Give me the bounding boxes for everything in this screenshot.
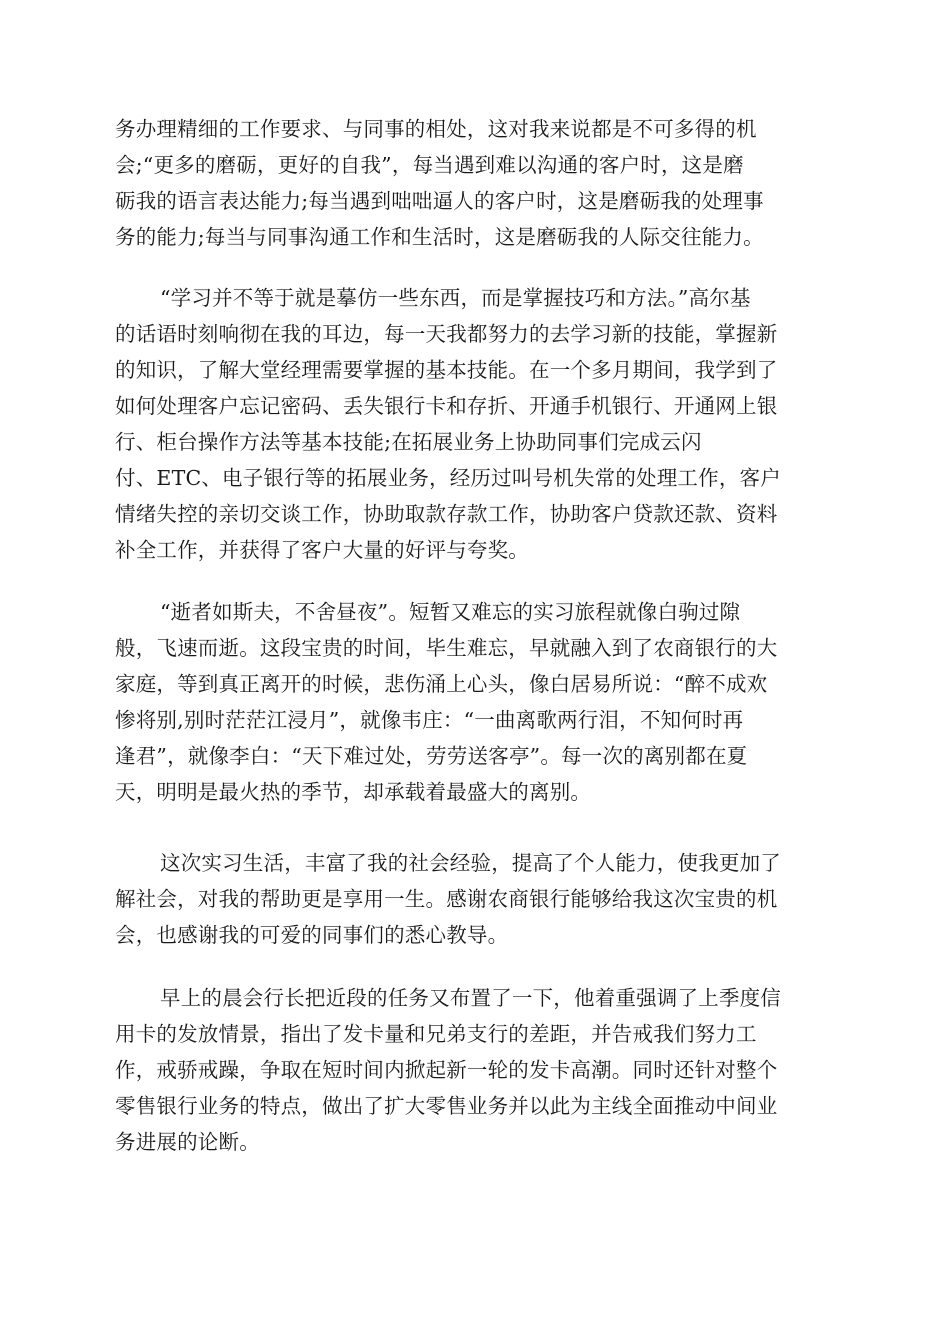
text-line: 惨将别,别时茫茫江浸月”，就像韦庄：“一曲离歌两行泪，不知何时再	[115, 708, 744, 732]
text-line: 情绪失控的亲切交谈工作，协助取款存款工作，协助客户贷款还款、资料	[115, 502, 778, 526]
text-line: 付、ETC、电子银行等的拓展业务，经历过叫号机失常的处理工作，客户	[115, 466, 781, 490]
paragraph-1	[115, 111, 835, 255]
text-line: 解社会，对我的帮助更是享用一生。感谢农商银行能够给我这次宝贵的机	[115, 887, 778, 911]
text-line: 务进展的论断。	[115, 1130, 260, 1154]
paragraph-5	[115, 980, 835, 1160]
text-line: 会;“更多的磨砺，更好的自我”，每当遇到难以沟通的客户时，这是磨	[115, 153, 744, 177]
text-line: 天，明明是最火热的季节，却承载着最盛大的离别。	[115, 780, 592, 804]
paragraph-4	[115, 845, 835, 953]
text-line: 逢君”，就像李白：“天下难过处，劳劳送客亭”。每一次的离别都在夏	[115, 744, 748, 768]
text-line: 用卡的发放情景，指出了发卡量和兄弟支行的差距，并告戒我们努力工	[115, 1022, 757, 1046]
text-line: 如何处理客户忘记密码、丢失银行卡和存折、开通手机银行、开通网上银	[115, 394, 778, 418]
text-line: 务的能力;每当与同事沟通工作和生活时，这是磨砺我的人际交往能力。	[115, 225, 764, 249]
paragraph-3	[115, 594, 835, 810]
text-line: 砺我的语言表达能力;每当遇到咄咄逼人的客户时，这是磨砺我的处理事	[115, 189, 764, 213]
text-line: 补全工作，并获得了客户大量的好评与夸奖。	[115, 538, 529, 562]
text-line: “学习并不等于就是摹仿一些东西，而是掌握技巧和方法。”高尔基	[160, 286, 751, 310]
text-line: 的话语时刻响彻在我的耳边，每一天我都努力的去学习新的技能，掌握新	[115, 322, 778, 346]
text-line: 家庭，等到真正离开的时候，悲伤涌上心头，像白居易所说：“醉不成欢	[115, 672, 768, 696]
text-line: 的知识，了解大堂经理需要掌握的基本技能。在一个多月期间，我学到了	[115, 358, 778, 382]
text-line: 般，飞速而逝。这段宝贵的时间，毕生难忘，早就融入到了农商银行的大	[115, 636, 778, 660]
text-line: “逝者如斯夫，不舍昼夜”。短暂又难忘的实习旅程就像白驹过隙	[160, 600, 741, 624]
text-line: 务办理精细的工作要求、与同事的相处，这对我来说都是不可多得的机	[115, 117, 757, 141]
text-line: 这次实习生活，丰富了我的社会经验，提高了个人能力，使我更加了	[160, 851, 781, 875]
text-line: 零售银行业务的特点，做出了扩大零售业务并以此为主线全面推动中间业	[115, 1094, 778, 1118]
text-line: 会，也感谢我的可爱的同事们的悉心教导。	[115, 923, 509, 947]
text-line: 作，戒骄戒躁，争取在短时间内掀起新一轮的发卡高潮。同时还针对整个	[115, 1058, 778, 1082]
text-line: 早上的晨会行长把近段的任务又布置了一下，他着重强调了上季度信	[160, 986, 781, 1010]
paragraph-2	[115, 280, 835, 568]
text-line: 行、柜台操作方法等基本技能;在拓展业务上协助同事们完成云闪	[115, 430, 702, 454]
